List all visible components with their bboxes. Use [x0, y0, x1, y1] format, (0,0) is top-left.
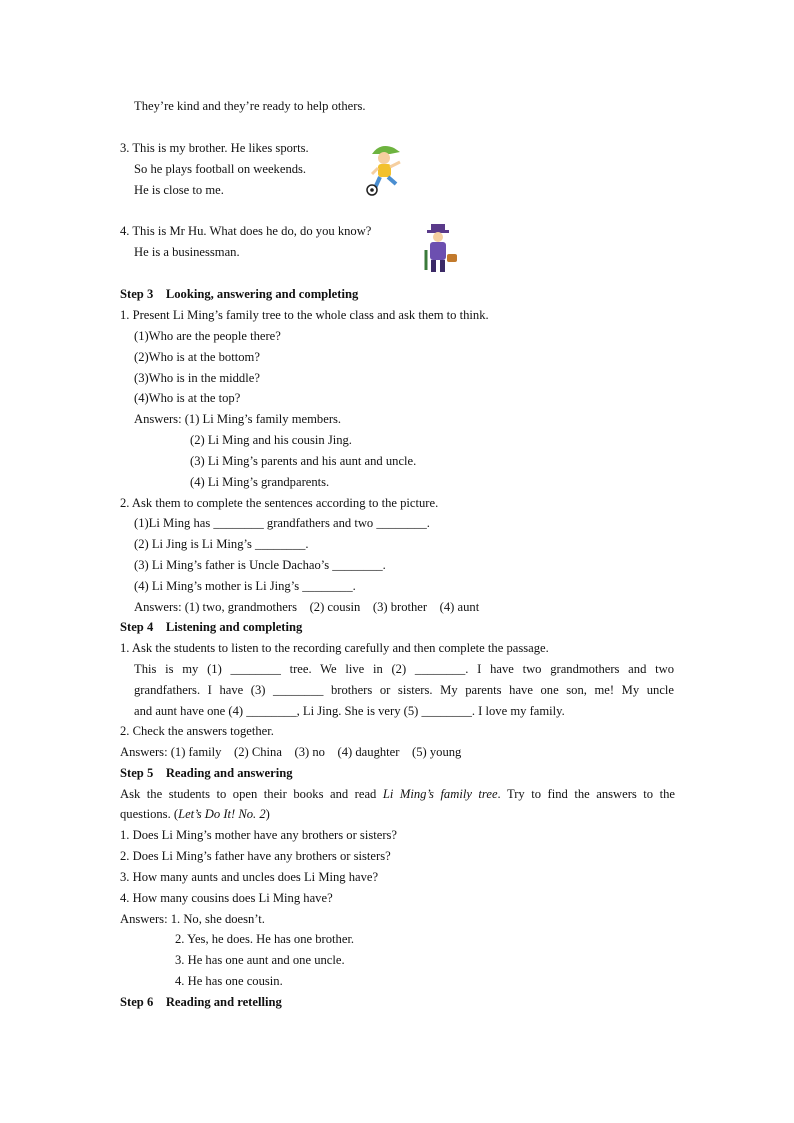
fill-in-sentence: (1)Li Ming has ________ grandfathers and two ________. [134, 516, 430, 530]
boy-playing-football-illustration [364, 140, 408, 198]
question: 1. Does Li Ming’s mother have any brothers or sisters? [120, 828, 398, 842]
intro-text: questions. ( [120, 807, 179, 821]
answer: (3) Li Ming’s parents and his aunt and uncle. [190, 454, 417, 468]
question: 4. How many cousins does Li Ming have? [120, 891, 333, 905]
question: 3. How many aunts and uncles does Li Ming have? [120, 870, 379, 884]
step-heading: Step 6 Reading and retelling [120, 995, 282, 1009]
text-line: He is close to me. [134, 183, 224, 197]
answer: (4) Li Ming’s grandparents. [190, 475, 330, 489]
text-line: So he plays football on weekends. [134, 162, 307, 176]
text-line [120, 786, 675, 802]
text-line: 2. Ask them to complete the sentences according to the picture. [120, 496, 439, 510]
answer: 4. He has one cousin. [175, 974, 283, 988]
fill-in-sentence: (3) Li Ming’s father is Uncle Dachao’s ________. [134, 558, 386, 572]
text-line [120, 806, 270, 822]
text-line: 3. This is my brother. He likes sports. [120, 141, 309, 155]
answer: Answers: (1) family (2) China (3) no (4) daughter (5) young [120, 745, 462, 759]
question: (3)Who is in the middle? [134, 371, 260, 385]
answer: Answers: (1) two, grandmothers (2) cousin (3) brother (4) aunt [134, 600, 480, 614]
fill-in-sentence: (4) Li Ming’s mother is Li Jing’s ________. [134, 579, 356, 593]
step-heading: Step 3 Looking, answering and completing [120, 287, 359, 301]
text-line: 4. This is Mr Hu. What does he do, do you know? [120, 224, 372, 238]
businessman-illustration [420, 222, 460, 274]
passage-line: and aunt have one (4) ________, Li Jing. She is very (5) ________. I love my family. [134, 704, 565, 718]
intro-text: ) [265, 807, 270, 821]
answer: Answers: (1) Li Ming’s family members. [134, 412, 342, 426]
question: 2. Does Li Ming’s father have any brothers or sisters? [120, 849, 391, 863]
passage-line: grandfathers. I have (3) ________ brothers or sisters. My parents have one son, me! My uncle [134, 683, 674, 697]
fill-in-sentence: (2) Li Jing is Li Ming’s ________. [134, 537, 309, 551]
answer: (2) Li Ming and his cousin Jing. [190, 433, 352, 447]
text-line: 1. Ask the students to listen to the recording carefully and then complete the passage. [120, 641, 549, 655]
text-line: 1. Present Li Ming’s family tree to the whole class and ask them to think. [120, 308, 489, 322]
question: (4)Who is at the top? [134, 391, 241, 405]
question: (1)Who are the people there? [134, 329, 281, 343]
intro-text: . Try to find the answers to the [497, 787, 676, 801]
answer: 2. Yes, he does. He has one brother. [175, 932, 355, 946]
text-line: He is a businessman. [134, 245, 240, 259]
book-reference: Let’s Do It! No. 2 [178, 807, 266, 821]
passage-line: This is my (1) ________ tree. We live in (2) ________. I have two grandmothers and two [134, 662, 674, 676]
step-heading: Step 4 Listening and completing [120, 620, 303, 634]
text-line: They’re kind and they’re ready to help others. [134, 99, 366, 113]
intro-text: Ask the students to open their books and read [120, 787, 383, 801]
answer: Answers: 1. No, she doesn’t. [120, 912, 265, 926]
text-line: 2. Check the answers together. [120, 724, 274, 738]
book-title: Li Ming’s family tree [382, 787, 498, 801]
question: (2)Who is at the bottom? [134, 350, 260, 364]
step-heading: Step 5 Reading and answering [120, 766, 293, 780]
answer: 3. He has one aunt and one uncle. [175, 953, 345, 967]
